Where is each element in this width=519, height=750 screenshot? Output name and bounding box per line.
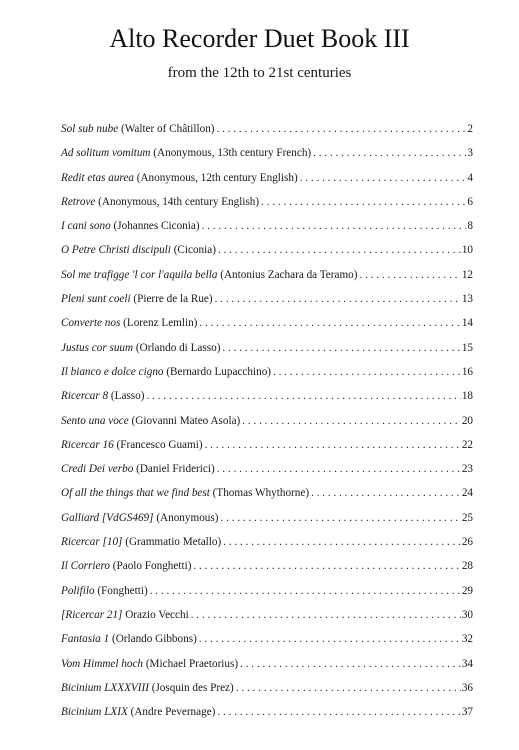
dot-leader [217, 122, 467, 136]
dot-leader [217, 705, 460, 719]
piece-author: (Thomas Whythorne) [212, 487, 310, 500]
page-number: 13 [461, 293, 473, 306]
page-number: 28 [461, 560, 473, 573]
toc-entry [61, 195, 473, 219]
page-number: 34 [461, 657, 473, 670]
toc-entry [61, 341, 473, 365]
page-number: 37 [461, 706, 473, 719]
page-title: Alto Recorder Duet Book III [109, 24, 410, 53]
piece-title: Credi Dei verbo [61, 463, 134, 476]
piece-author: (Orlando di Lasso) [135, 341, 221, 354]
page-number: 8 [467, 220, 473, 233]
dot-leader [217, 462, 461, 476]
toc-entry [61, 681, 473, 705]
piece-author: (Lasso) [110, 390, 145, 403]
piece-author: (Giovanni Mateo Asola) [131, 414, 241, 427]
page-number: 26 [461, 536, 473, 549]
piece-title: Converte nos [61, 317, 121, 330]
dot-leader [199, 316, 460, 330]
piece-title: Vom Himmel hoch [61, 657, 144, 670]
page-number: 22 [461, 438, 473, 451]
piece-title: Redit etas aurea [61, 171, 134, 184]
page-number: 6 [467, 195, 473, 208]
piece-title: Il bianco e dolce cigno [61, 365, 164, 378]
piece-author: (Anonymous) [156, 511, 219, 524]
piece-title: Of all the things that we find best [61, 487, 210, 500]
toc-entry [61, 608, 473, 632]
piece-author: Orazio Vecchi [125, 608, 189, 621]
page-number: 3 [467, 147, 473, 160]
piece-author: (Anonymous, 13th century French) [153, 147, 312, 160]
page-number: 15 [461, 341, 473, 354]
toc-entry [61, 243, 473, 267]
dot-leader [205, 438, 461, 452]
toc-entry [61, 584, 473, 608]
page-subtitle: from the 12th to 21st centuries [167, 65, 352, 81]
piece-title: Il Corriero [61, 560, 110, 573]
toc-entry [61, 486, 473, 510]
page-number: 16 [461, 365, 473, 378]
dot-leader [261, 195, 466, 209]
piece-title: I cani sono [61, 220, 111, 233]
toc-entry [61, 414, 473, 438]
toc-entry [61, 219, 473, 243]
piece-author: (Antonius Zachara da Teramo) [220, 268, 358, 281]
piece-title: Retrove [61, 195, 96, 208]
piece-title: Ricercar 8 [61, 390, 109, 403]
dot-leader [220, 511, 460, 525]
piece-title: Justus cor suum [61, 341, 134, 354]
page-number: 20 [461, 414, 473, 427]
table-of-contents [61, 122, 473, 729]
piece-title: Ricercar [10] [61, 536, 123, 549]
toc-entry [61, 292, 473, 316]
piece-title: O Petre Christi discipuli [61, 244, 171, 257]
page-number: 32 [461, 633, 473, 646]
toc-entry [61, 146, 473, 170]
dot-leader [193, 559, 460, 573]
piece-author: (Josquin des Prez) [151, 681, 234, 694]
page-number: 10 [461, 244, 473, 257]
toc-entry [61, 122, 473, 146]
page-number: 24 [461, 487, 473, 500]
piece-author: (Pierre de la Rue) [133, 293, 213, 306]
piece-title: Ad solitum vomitum [61, 147, 151, 160]
dot-leader [242, 414, 461, 428]
piece-title: Ricercar 16 [61, 438, 114, 451]
piece-author: (Francesco Guami) [116, 438, 203, 451]
page-number: 14 [461, 317, 473, 330]
toc-entry [61, 657, 473, 681]
page-number: 2 [467, 123, 473, 135]
piece-author: (Lorenz Lemlin) [123, 317, 198, 330]
toc-entry [61, 389, 473, 413]
toc-entry [61, 365, 473, 389]
dot-leader [202, 219, 467, 233]
piece-author: (Paolo Fonghetti) [112, 560, 192, 573]
piece-title: Galliard [VdGS469] [61, 511, 154, 524]
piece-author: (Daniel Friderici) [136, 463, 215, 476]
page-number: 25 [461, 511, 473, 524]
piece-author: (Anonymous, 14th century English) [98, 195, 260, 208]
dot-leader [313, 146, 466, 160]
piece-author: (Andre Pevernage) [130, 706, 216, 719]
piece-author: (Grammatio Metallo) [125, 536, 222, 549]
piece-title: Sol sub nube [61, 123, 119, 135]
piece-author: (Orlando Gibbons) [111, 633, 197, 646]
dot-leader [191, 608, 461, 622]
page-number: 29 [461, 584, 473, 597]
piece-title: Fantasia 1 [61, 633, 110, 646]
toc-entry [61, 632, 473, 656]
piece-title: Sento una voce [61, 414, 129, 427]
piece-title: Bicinium LXIX [61, 706, 128, 719]
page-number: 18 [461, 390, 473, 403]
piece-title: [Ricercar 21] [61, 608, 123, 621]
toc-entry [61, 559, 473, 583]
page-number: 23 [461, 463, 473, 476]
piece-author: (Walter of Châtillon) [120, 123, 215, 135]
dot-leader [146, 389, 460, 403]
toc-entry [61, 316, 473, 340]
page-number: 30 [461, 608, 473, 621]
dot-leader [215, 292, 461, 306]
piece-author: (Anonymous, 12th century English) [136, 171, 298, 184]
toc-entry [61, 705, 473, 729]
piece-author: (Bernardo Lupacchino) [166, 365, 272, 378]
dot-leader [300, 171, 467, 185]
piece-title: Sol me trafigge 'l cor l'aquila bella [61, 268, 218, 281]
page-number: 12 [461, 268, 473, 281]
page-number: 36 [461, 681, 473, 694]
dot-leader [236, 681, 461, 695]
dot-leader [150, 584, 461, 598]
piece-author: (Fonghetti) [97, 584, 148, 597]
toc-entry [61, 462, 473, 486]
dot-leader [359, 268, 460, 282]
piece-author: (Michael Praetorius) [145, 657, 239, 670]
dot-leader [311, 486, 461, 500]
piece-author: (Johannes Ciconia) [113, 220, 200, 233]
dot-leader [222, 341, 460, 355]
piece-title: Polifilo [61, 584, 95, 597]
toc-entry [61, 438, 473, 462]
toc-entry [61, 511, 473, 535]
dot-leader [218, 243, 461, 257]
page-number: 4 [467, 171, 473, 184]
piece-title: Pleni sunt coeli [61, 293, 131, 306]
dot-leader [240, 657, 461, 671]
toc-entry [61, 535, 473, 559]
piece-author: (Ciconia) [173, 244, 216, 257]
dot-leader [223, 535, 461, 549]
dot-leader [273, 365, 461, 379]
piece-title: Bicinium LXXXVIII [61, 681, 149, 694]
dot-leader [199, 632, 461, 646]
toc-entry [61, 171, 473, 195]
toc-entry [61, 268, 473, 292]
